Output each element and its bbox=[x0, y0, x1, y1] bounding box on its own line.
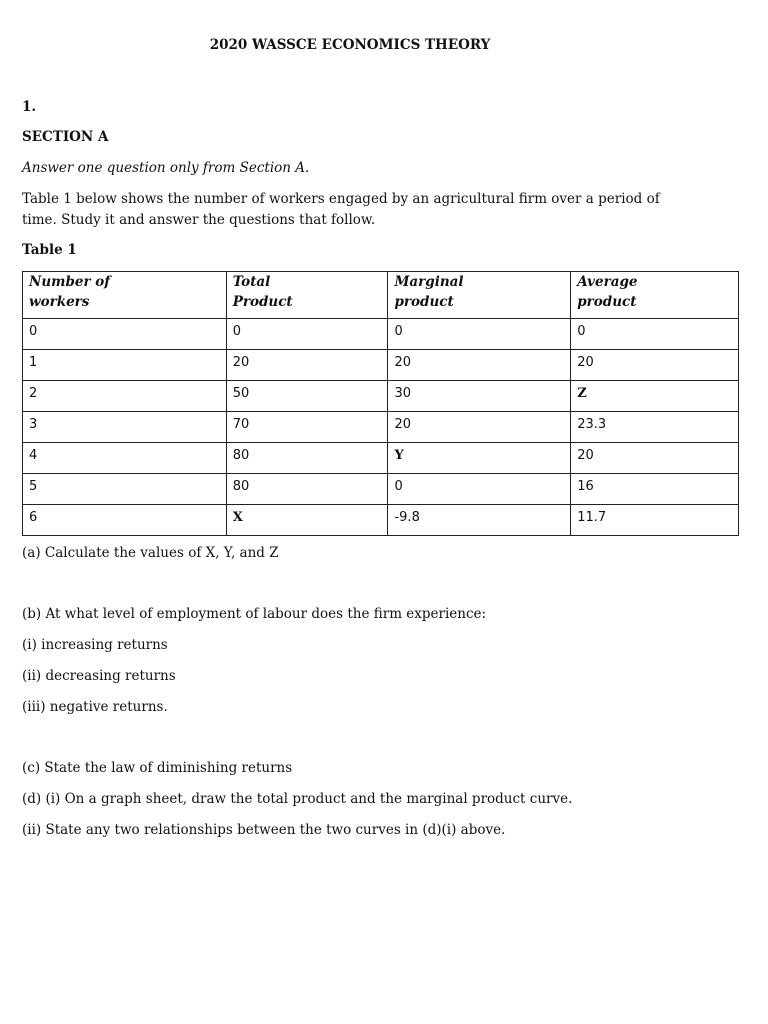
table-cell: 0 bbox=[388, 319, 571, 350]
question-b-ii: (ii) decreasing returns bbox=[22, 668, 176, 684]
header-text-line: Average bbox=[577, 274, 638, 290]
header-marginal-product bbox=[388, 272, 571, 319]
question-b: (b) At what level of employment of labour does the firm experience: bbox=[22, 606, 487, 622]
question-d-i: (d) (i) On a graph sheet, draw the total product and the marginal product curve. bbox=[22, 791, 573, 807]
table-cell: 80 bbox=[226, 474, 388, 505]
header-text-line: product bbox=[394, 294, 454, 310]
intro-text-line-1: Table 1 below shows the number of workers engaged by an agricultural firm over a period of bbox=[22, 191, 660, 207]
question-number: 1. bbox=[22, 99, 37, 115]
table-cell: 16 bbox=[571, 474, 739, 505]
table-cell: 50 bbox=[226, 381, 388, 412]
header-number-of-workers bbox=[23, 272, 227, 319]
table-cell: 0 bbox=[23, 319, 227, 350]
table-cell: 11.7 bbox=[571, 505, 739, 536]
header-text-line: Number of bbox=[29, 274, 111, 290]
header-text-line: product bbox=[577, 294, 637, 310]
question-b-i: (i) increasing returns bbox=[22, 637, 168, 653]
table-cell: 6 bbox=[23, 505, 227, 536]
table-row bbox=[23, 319, 739, 350]
table-cell: 0 bbox=[571, 319, 739, 350]
table-cell-unknown-x: X bbox=[226, 505, 388, 536]
table-row bbox=[23, 350, 739, 381]
table-row bbox=[23, 505, 739, 536]
header-total-product bbox=[226, 272, 388, 319]
document-title: 2020 WASSCE ECONOMICS THEORY bbox=[209, 37, 491, 53]
table-row bbox=[23, 381, 739, 412]
table-caption: Table 1 bbox=[22, 242, 77, 258]
header-text-line: Total bbox=[232, 274, 271, 290]
table-cell: 23.3 bbox=[571, 412, 739, 443]
table-cell: 0 bbox=[388, 474, 571, 505]
question-b-iii: (iii) negative returns. bbox=[22, 699, 168, 715]
section-instruction: Answer one question only from Section A. bbox=[22, 160, 310, 176]
table-cell: 20 bbox=[571, 443, 739, 474]
table-cell: 5 bbox=[23, 474, 227, 505]
table-cell: 3 bbox=[23, 412, 227, 443]
question-a: (a) Calculate the values of X, Y, and Z bbox=[22, 545, 279, 561]
table-cell: 20 bbox=[571, 350, 739, 381]
table-row bbox=[23, 412, 739, 443]
question-c: (c) State the law of diminishing returns bbox=[22, 760, 293, 776]
table-cell-unknown-y: Y bbox=[388, 443, 571, 474]
question-d-ii: (ii) State any two relationships between the two curves in (d)(i) above. bbox=[22, 822, 506, 838]
intro-text-line-2: time. Study it and answer the questions that follow. bbox=[22, 212, 376, 228]
header-text-line: workers bbox=[29, 294, 90, 310]
table-row bbox=[23, 474, 739, 505]
table-cell: 4 bbox=[23, 443, 227, 474]
table-cell: 20 bbox=[388, 412, 571, 443]
production-table bbox=[22, 271, 739, 536]
table-row bbox=[23, 443, 739, 474]
table-cell: 0 bbox=[226, 319, 388, 350]
table-header-row bbox=[23, 272, 739, 319]
table-cell: 20 bbox=[388, 350, 571, 381]
header-text-line: Marginal bbox=[394, 274, 464, 290]
table-cell: 1 bbox=[23, 350, 227, 381]
table-cell: 20 bbox=[226, 350, 388, 381]
table-cell: 30 bbox=[388, 381, 571, 412]
table-cell-unknown-z: Z bbox=[571, 381, 739, 412]
section-heading: SECTION A bbox=[22, 129, 109, 145]
header-average-product bbox=[571, 272, 739, 319]
header-text-line: Product bbox=[232, 294, 293, 310]
table-cell: -9.8 bbox=[388, 505, 571, 536]
table-cell: 70 bbox=[226, 412, 388, 443]
table-cell: 2 bbox=[23, 381, 227, 412]
table-cell: 80 bbox=[226, 443, 388, 474]
